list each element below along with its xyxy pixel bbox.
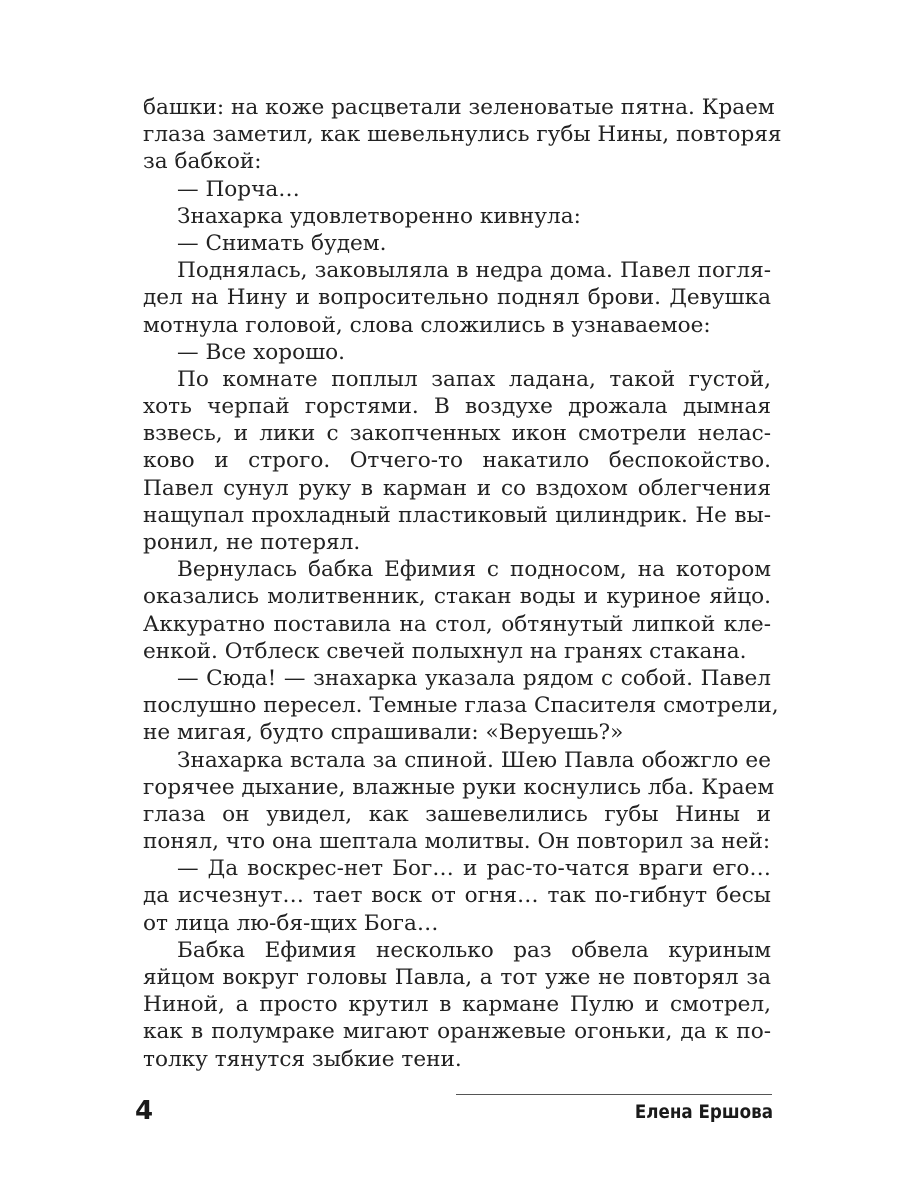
body-text	[143, 94, 782, 1073]
text-line: Поднялась, заковыляла в недра дома. Павел погля-	[177, 258, 771, 284]
page-number: 4	[135, 1096, 154, 1126]
text-line: от лица лю-бя-щих Бога…	[143, 910, 439, 936]
text-line: горячее дыхание, влажные руки коснулись лба. Краем	[143, 774, 775, 800]
text-line: послушно пересел. Темные глаза Спасителя смотрели,	[143, 693, 779, 719]
footer-author: Елена Ершова	[634, 1101, 773, 1123]
text-line: ронил, не потерял.	[143, 530, 361, 555]
text-line: понял, что она шептала молитвы. Он повторил за ней:	[143, 829, 771, 855]
footer-divider	[456, 1094, 772, 1095]
text-line: как в полумраке мигают оранжевые огоньки, да к по-	[143, 1019, 771, 1045]
text-line: глаза заметил, как шевельнулись губы Нины, повторяя	[143, 122, 782, 148]
text-line: не мигая, будто спрашивали: «Веруешь?»	[143, 720, 624, 746]
text-line: толку тянутся зыбкие тени.	[143, 1046, 462, 1072]
text-line: Вернулась бабка Ефимия с подносом, на котором	[177, 557, 771, 583]
text-line: — Снимать будем.	[177, 230, 387, 256]
text-line: хоть черпай горстями. В воздухе дрожала дымная	[143, 394, 771, 420]
text-line: за бабкой:	[143, 149, 262, 175]
text-line: Знахарка удовлетворенно кивнула:	[177, 203, 581, 229]
text-line: — Порча…	[177, 176, 300, 202]
text-line: Знахарка встала за спиной. Шею Павла обожгло ее	[177, 747, 771, 773]
text-line: Павел сунул руку в карман и со вздохом облегчения	[143, 475, 771, 501]
text-line: мотнула головой, слова сложились в узнаваемое:	[143, 312, 711, 338]
text-line: глаза он увидел, как зашевелились губы Нины и	[143, 801, 771, 827]
text-line: да исчезнут… тает воск от огня… так по-гибнут бесы	[143, 883, 771, 909]
text-line: — Все хорошо.	[177, 339, 346, 365]
text-line: ково и строго. Отчего-то накатило беспокойство.	[143, 448, 771, 474]
text-line: яйцом вокруг головы Павла, а тот уже не повторял за	[143, 965, 771, 990]
text-line: взвесь, и лики с закопченных икон смотрели нелас-	[143, 421, 771, 447]
text-line: Ниной, а просто крутил в кармане Пулю и смотрел,	[143, 992, 771, 1018]
text-line: По комнате поплыл запах ладана, такой густой,	[177, 366, 771, 392]
text-line: — Сюда! — знахарка указала рядом с собой. Павел	[177, 665, 771, 691]
text-line: оказались молитвенник, стакан воды и куриное яйцо.	[143, 584, 771, 610]
text-line: нащупал прохладный пластиковый цилиндрик. Не вы-	[143, 502, 771, 528]
text-line: Бабка Ефимия несколько раз обвела куриным	[177, 937, 771, 963]
text-line: енкой. Отблеск свечей полыхнул на гранях стакана.	[143, 638, 747, 664]
text-line: Аккуратно поставила на стол, обтянутый липкой кле-	[143, 611, 771, 637]
text-line: дел на Нину и вопросительно поднял брови. Девушка	[143, 285, 771, 311]
text-line: башки: на коже расцветали зеленоватые пятна. Краем	[143, 95, 775, 120]
text-line: — Да воскрес-нет Бог… и рас-то-чатся враги его…	[177, 856, 771, 882]
